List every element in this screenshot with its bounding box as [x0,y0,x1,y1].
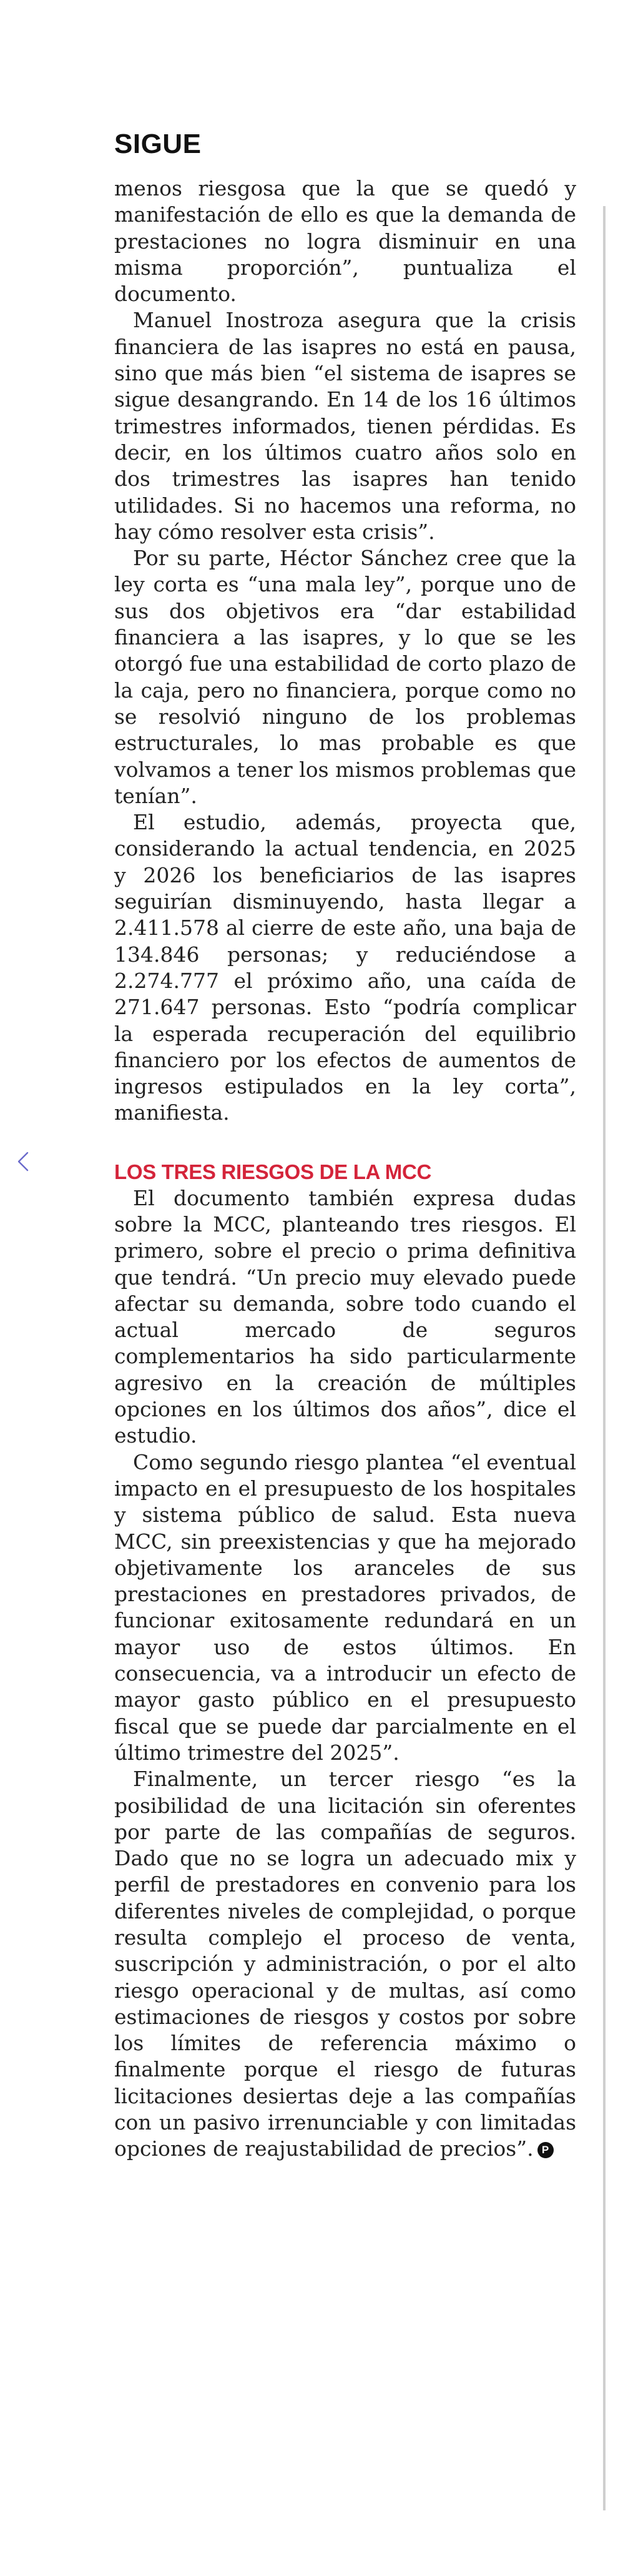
chevron-left-icon-shape [11,1149,36,1174]
paragraph: El estudio, además, proyecta que, considerando la actual tendencia, en 2025 y 2026 los beneficiarios de las isapres seguirían disminuyendo, hasta llegar a 2.411.578 al cierre de este año, una baja de 134.846 personas; y reduciéndose a 2.274.777 el próximo año, una caída de 271.647 personas. Esto “podría complicar la esperada recuperación del equilibrio financiero por los efectos de aumentos de ingresos estipulados en la ley corta”, manifiesta. [114,810,576,1125]
paragraph: Como segundo riesgo plantea “el eventual impacto en el presupuesto de los hospitales y sistema público de salud. Esta nueva MCC, sin preexistencias y que ha mejorado objetivamente los aranceles de sus prestaciones en prestadores privados, de funcionar exitosamente redundará en un mayor uso de estos últimos. En consecuencia, va a introducir un efecto de mayor gasto público en el presupuesto fiscal que se puede dar parcialmente en el último trimestre del 2025”. [114,1449,576,1765]
paragraph-final-text: Finalmente, un tercer riesgo “es la posibilidad de una licitación sin oferentes por parte de las compañías de seguros. Dado que no se logra un adecuado mix y perfil de prestadores en convenio para los diferentes niveles de complejidad, o porque resulta complejo el proceso de venta, suscripción y administración, o por el alto riesgo operacional y de multas, así como estimaciones de riesgos y costos por sobre los límites de referencia máximo o finalmente porque el riesgo de futuras licitaciones desiertas deje a las compañías con un pasivo irrenunciable y con limitadas opciones de reajustabilidad de precios”. [114,1767,576,2161]
paragraph: Manuel Inostroza asegura que la crisis financiera de las isapres no está en pausa, sino que más bien “el sistema de isapres se sigue desangrando. En 14 de los 16 últimos trimestres informados, tienen pérdidas. Es decir, en los últimos cuatro años solo en dos trimestres las isapres han tenido utilidades. Si no hacemos una reforma, no hay cómo resolver esta crisis”. [114,308,576,544]
section-heading: LOS TRES RIESGOS DE LA MCC [114,1160,432,1183]
paragraph-final [114,1766,576,2162]
kicker-label: SIGUE [114,129,202,159]
paragraph: Por su parte, Héctor Sánchez cree que la ley corta es “una mala ley”, porque uno de sus dos objetivos era “dar estabilidad financiera a las isapres, y lo que se les otorgó fue una estabilidad de corto plazo de la caja, pero no financiera, porque como no se resolvió ninguno de los problemas estructurales, lo mas probable es que volvamos a tener los mismos problemas que tenían”. [114,546,576,808]
article-column [114,128,576,2163]
paragraph: El documento también expresa dudas sobre la MCC, planteando tres riesgos. El primero, sobre el precio o prima definitiva que tendrá. “Un precio muy elevado puede afectar su demanda, sobre todo cuando el actual mercado de seguros complementarios ha sido particularmente agresivo en la creación de múltiples opciones en los últimos dos años”, dice el estudio. [114,1185,576,1448]
publication-end-mark-icon: P [537,2142,554,2158]
chevron-left-icon[interactable] [11,1149,36,1174]
column-rule [603,206,606,2510]
paragraph-continuation: menos riesgosa que la que se quedó y manifestación de ello es que la demanda de prestaciones no logra disminuir en una misma proporción”, puntualiza el documento. [114,176,576,307]
